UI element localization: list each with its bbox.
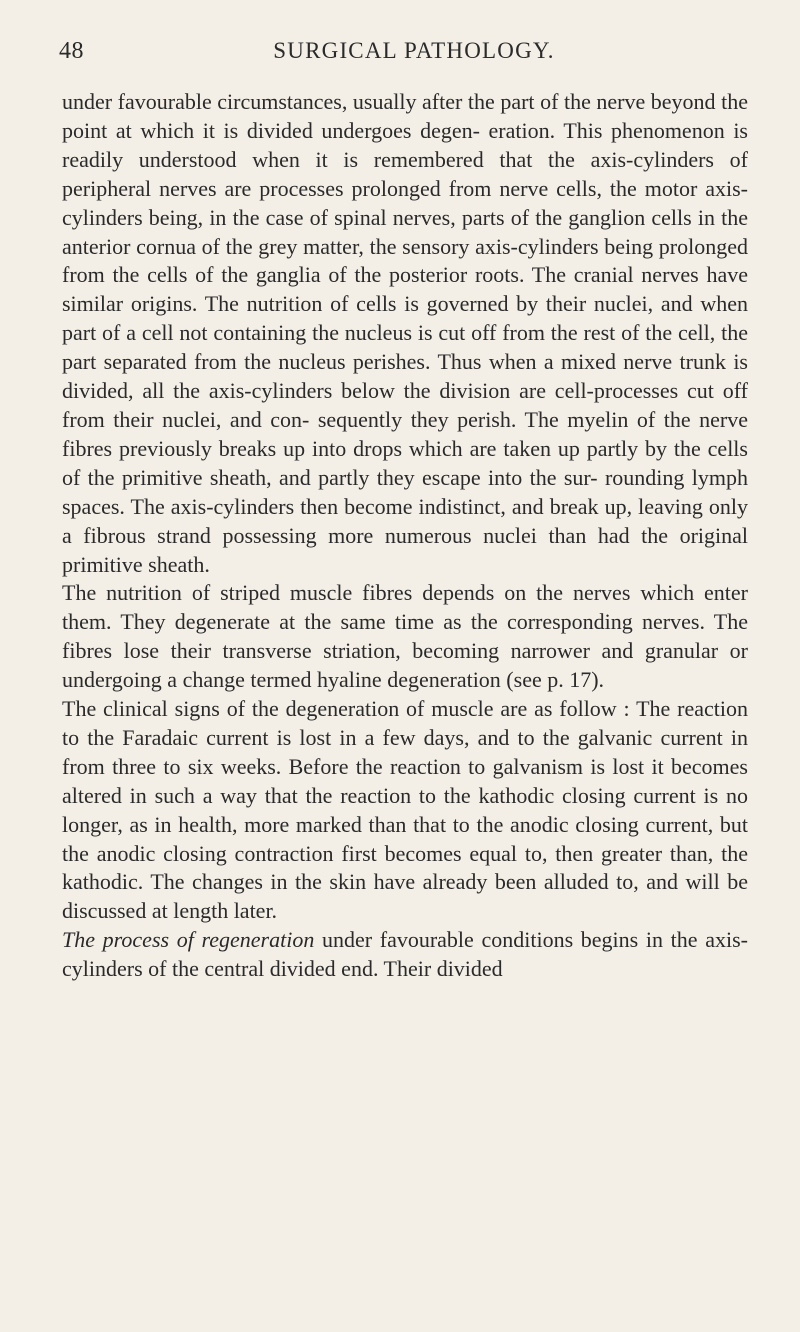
paragraph-regeneration-text: under favourable conditions begins in the axis-cylinders of the central divided end. Their divided <box>62 927 748 982</box>
paragraph-regeneration <box>62 926 748 984</box>
paragraph-nerve-degeneration: under favourable circumstances, usually after the part of the nerve beyond the point at which it is divided undergoes degen- eration. This phenomenon is readily understood when it is remembered that the axis-cylinders of peripheral nerves are processes prolonged from nerve cells, the motor axis-cylinders being, in the case of spinal nerves, parts of the ganglion cells in the anterior cornua of the grey matter, the sensory axis-cylinders being prolonged from the cells of the ganglia of the posterior roots. The cranial nerves have similar origins. The nutrition of cells is governed by their nuclei, and when part of a cell not containing the nucleus is cut off from the rest of the cell, the part separated from the nucleus perishes. Thus when a mixed nerve trunk is divided, all the axis-cylinders below the division are cell-processes cut off from their nuclei, and con- sequently they perish. The myelin of the nerve fibres previously breaks up into drops which are taken up partly by the cells of the primitive sheath, and partly they escape into the sur- rounding lymph spaces. The axis-cylinders then become indistinct, and break up, leaving only a fibrous strand possessing more numerous nuclei than had the original primitive sheath. <box>62 89 748 577</box>
paragraph-clinical-signs: The clinical signs of the degeneration of muscle are as follow : The reaction to the Faradaic current is lost in a few days, and to the galvanic current in from three to six weeks. Before the reaction to galvanism is lost it becomes altered in such a way that the reaction to the kathodic closing current is no longer, as in health, more marked than that to the anodic closing current, but the anodic closing contraction first becomes equal to, then greater than, the kathodic. The changes in the skin have already been alluded to, and will be discussed at length later. <box>62 696 748 924</box>
running-title: SURGICAL PATHOLOGY. <box>273 38 555 63</box>
page-number: 48 <box>59 38 84 64</box>
italic-lead: The process of regeneration <box>62 927 315 953</box>
paragraph-muscle-nutrition: The nutrition of striped muscle fibres depends on the nerves which enter them. They degenerate at the same time as the corresponding nerves. The fibres lose their transverse striation, becoming narrower and granular or undergoing a change termed hyaline degeneration (see p. 17). <box>62 580 748 693</box>
running-head <box>59 38 749 70</box>
body-text <box>62 88 748 984</box>
